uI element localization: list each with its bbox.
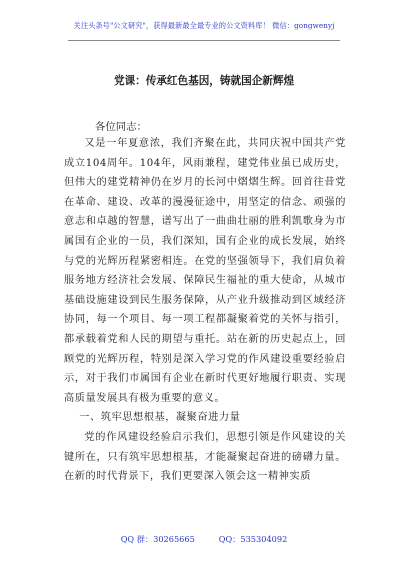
document-body [64, 134, 346, 487]
paragraph: 党的作风建设经验启示我们，思想引领是作风建设的关键所在，只有筑牢思想根基，才能凝聚起奋进的磅礴力量。在新的时代背景下，我们更要深入领会这一精神实质 [64, 431, 346, 483]
header-note: 关注头条号"公文研究"，获得最新最全最专业的公文资料库！ 微信：gongwenyj [73, 21, 335, 30]
footer-contact [0, 534, 408, 545]
greeting: 各位同志： [95, 121, 147, 133]
header-divider [68, 40, 340, 41]
section-heading: 一、筑牢思想根基，凝聚奋进力量 [79, 412, 241, 424]
document-title: 党课：传承红色基因，铸就国企新辉煌 [113, 75, 295, 87]
qq-group-number: QQ 群：30265665 [120, 534, 195, 544]
paragraph: 又是一年夏意浓，我们齐聚在此，共同庆祝中国共产党成立104周年。104年，风雨兼程，建党伟业虽已成历史，但伟大的建党精神仍在岁月的长河中熠熠生辉。回首往昔党在革命、建设、改革的漫漫征途中，用坚定的信念、顽强的意志和卓越的智慧，谱写出了一曲曲壮丽的胜利凯歌身为市属国有企业的一员，我们深知，国有企业的成长发展，始终与党的光辉历程紧密相连。在党的坚强领导下，我们肩负着服务地方经济社会发展、保障民生福祉的重大使命，从城市基础设施建设到民生服务保障，从产业升级推动到区域经济协同，每一个项目、每一项工程都凝聚着党的关怀与指引，都承载着党和人民的期望与重托。站在新的历史起点上，回顾党的光辉历程，特别是深入学习党的作风建设重要经验启示，对于我们市属国有企业在新时代更好地履行职责、实现高质量发展具有极为重要的意义。 [64, 138, 346, 404]
qq-number: QQ：535304092 [218, 534, 288, 544]
